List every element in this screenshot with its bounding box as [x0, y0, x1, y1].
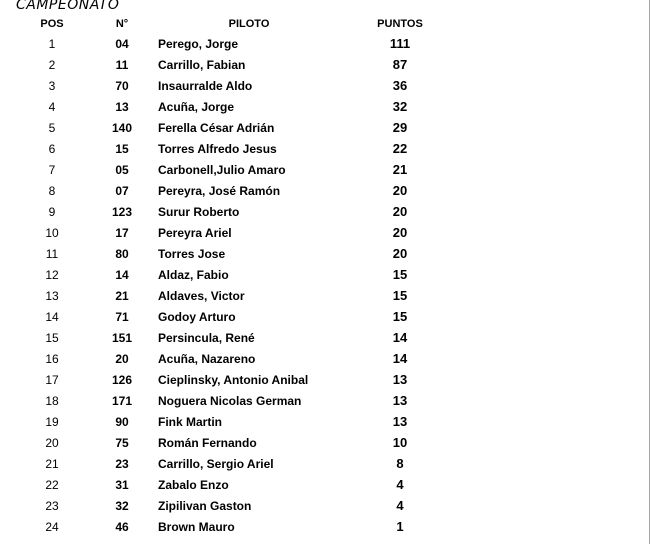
cell-piloto: Noguera Nicolas German — [158, 393, 302, 408]
cell-pos: 9 — [48, 204, 56, 219]
cell-puntos: 1 — [396, 519, 404, 534]
cell-pos: 7 — [48, 162, 56, 177]
header-pos: POS — [40, 18, 64, 30]
cell-piloto: Carrillo, Sergio Ariel — [158, 456, 274, 471]
cell-piloto: Aldaz, Fabio — [158, 267, 229, 282]
cell-piloto: Torres Alfredo Jesus — [158, 141, 277, 156]
cell-num: 32 — [115, 498, 129, 513]
cell-piloto: Pereyra Ariel — [158, 225, 232, 240]
table-body — [18, 33, 460, 537]
cell-puntos: 4 — [396, 498, 404, 513]
cell-puntos: 87 — [392, 57, 408, 72]
cell-puntos: 8 — [396, 456, 404, 471]
cell-num: 14 — [115, 267, 129, 282]
standings-table — [18, 15, 460, 537]
cell-pos: 16 — [45, 351, 59, 366]
cell-puntos: 29 — [392, 120, 408, 135]
cell-piloto: Insaurralde Aldo — [158, 78, 253, 93]
cell-piloto: Ferella César Adrián — [158, 120, 275, 135]
cell-pos: 14 — [45, 309, 59, 324]
cell-piloto: Cieplinsky, Antonio Anibal — [158, 372, 309, 387]
cell-puntos: 4 — [396, 477, 404, 492]
table-row — [18, 264, 460, 285]
cell-num: 71 — [115, 309, 129, 324]
cell-puntos: 13 — [392, 393, 408, 408]
cell-pos: 3 — [48, 78, 56, 93]
cell-pos: 1 — [48, 36, 56, 51]
cell-pos: 13 — [45, 288, 59, 303]
cell-piloto: Fink Martin — [158, 414, 223, 429]
cell-puntos: 14 — [392, 330, 408, 345]
cell-num: 70 — [115, 78, 129, 93]
table-row — [18, 96, 460, 117]
cell-pos: 2 — [48, 57, 56, 72]
cell-pos: 5 — [48, 120, 56, 135]
table-row — [18, 243, 460, 264]
cell-num: 05 — [115, 162, 129, 177]
cell-piloto: Acuña, Nazareno — [158, 351, 256, 366]
cell-piloto: Surur Roberto — [158, 204, 240, 219]
cell-num: 90 — [115, 414, 129, 429]
cell-num: 17 — [115, 225, 129, 240]
cell-puntos: 20 — [392, 183, 408, 198]
table-row — [18, 159, 460, 180]
table-row — [18, 54, 460, 75]
table-row — [18, 390, 460, 411]
cell-puntos: 15 — [392, 309, 408, 324]
table-row — [18, 369, 460, 390]
cell-pos: 24 — [45, 519, 59, 534]
table-row — [18, 201, 460, 222]
table-row — [18, 180, 460, 201]
table-row — [18, 327, 460, 348]
cell-pos: 20 — [45, 435, 59, 450]
cell-num: 20 — [115, 351, 129, 366]
cell-piloto: Acuña, Jorge — [158, 99, 235, 114]
header-piloto: PILOTO — [228, 18, 270, 30]
cell-num: 11 — [115, 57, 129, 72]
cell-pos: 23 — [45, 498, 59, 513]
cell-num: 13 — [115, 99, 129, 114]
cell-puntos: 15 — [392, 267, 408, 282]
cell-piloto: Carrillo, Fabian — [158, 57, 246, 72]
cell-puntos: 20 — [392, 246, 408, 261]
cell-pos: 10 — [45, 225, 59, 240]
cell-pos: 12 — [45, 267, 59, 282]
cell-piloto: Torres Jose — [158, 246, 226, 261]
table-row — [18, 411, 460, 432]
cell-num: 31 — [115, 477, 129, 492]
cell-puntos: 21 — [392, 162, 408, 177]
header-puntos: PUNTOS — [377, 18, 423, 30]
cell-puntos: 111 — [389, 36, 411, 51]
cell-piloto: Pereyra, José Ramón — [158, 183, 281, 198]
cell-num: 171 — [111, 393, 133, 408]
cell-puntos: 15 — [392, 288, 408, 303]
table-row — [18, 222, 460, 243]
cell-piloto: Carbonell,Julio Amaro — [158, 162, 286, 177]
cell-puntos: 22 — [392, 141, 408, 156]
cell-pos: 21 — [45, 456, 59, 471]
page-title: CAMPEONATO — [16, 0, 120, 13]
cell-puntos: 32 — [392, 99, 408, 114]
cell-num: 126 — [111, 372, 133, 387]
cell-pos: 22 — [45, 477, 59, 492]
cell-pos: 11 — [45, 246, 59, 261]
cell-piloto: Zabalo Enzo — [158, 477, 229, 492]
table-row — [18, 138, 460, 159]
cell-pos: 8 — [48, 183, 56, 198]
cell-pos: 19 — [45, 414, 59, 429]
cell-pos: 15 — [45, 330, 59, 345]
cell-piloto: Persincula, René — [158, 330, 255, 345]
table-row — [18, 348, 460, 369]
cell-pos: 18 — [45, 393, 59, 408]
cell-puntos: 20 — [392, 204, 408, 219]
cell-piloto: Brown Mauro — [158, 519, 235, 534]
header-num: N° — [115, 18, 129, 30]
cell-pos: 17 — [45, 372, 59, 387]
cell-puntos: 20 — [392, 225, 408, 240]
cell-piloto: Román Fernando — [158, 435, 257, 450]
cell-num: 140 — [111, 120, 133, 135]
header-row — [18, 15, 460, 33]
cell-piloto: Perego, Jorge — [158, 36, 239, 51]
cell-puntos: 10 — [392, 435, 408, 450]
cell-num: 15 — [115, 141, 129, 156]
table-row — [18, 306, 460, 327]
table-row — [18, 285, 460, 306]
table-row — [18, 75, 460, 96]
table-row — [18, 495, 460, 516]
cell-puntos: 13 — [392, 372, 408, 387]
cell-num: 23 — [115, 456, 129, 471]
cell-num: 46 — [115, 519, 129, 534]
cell-num: 04 — [115, 36, 129, 51]
cell-num: 75 — [115, 435, 129, 450]
cell-piloto: Godoy Arturo — [158, 309, 236, 324]
table-row — [18, 453, 460, 474]
cell-num: 07 — [115, 183, 129, 198]
table-row — [18, 33, 460, 54]
cell-pos: 4 — [48, 99, 56, 114]
cell-puntos: 13 — [392, 414, 408, 429]
cell-num: 123 — [111, 204, 133, 219]
table-row — [18, 432, 460, 453]
cell-puntos: 36 — [392, 78, 408, 93]
table-row — [18, 474, 460, 495]
cell-piloto: Zipilivan Gaston — [158, 498, 252, 513]
table-header — [18, 15, 460, 33]
cell-num: 151 — [111, 330, 133, 345]
cell-num: 21 — [115, 288, 129, 303]
cell-pos: 6 — [48, 141, 56, 156]
table-row — [18, 516, 460, 537]
cell-piloto: Aldaves, Victor — [158, 288, 245, 303]
cell-puntos: 14 — [392, 351, 408, 366]
table-row — [18, 117, 460, 138]
cell-num: 80 — [115, 246, 129, 261]
